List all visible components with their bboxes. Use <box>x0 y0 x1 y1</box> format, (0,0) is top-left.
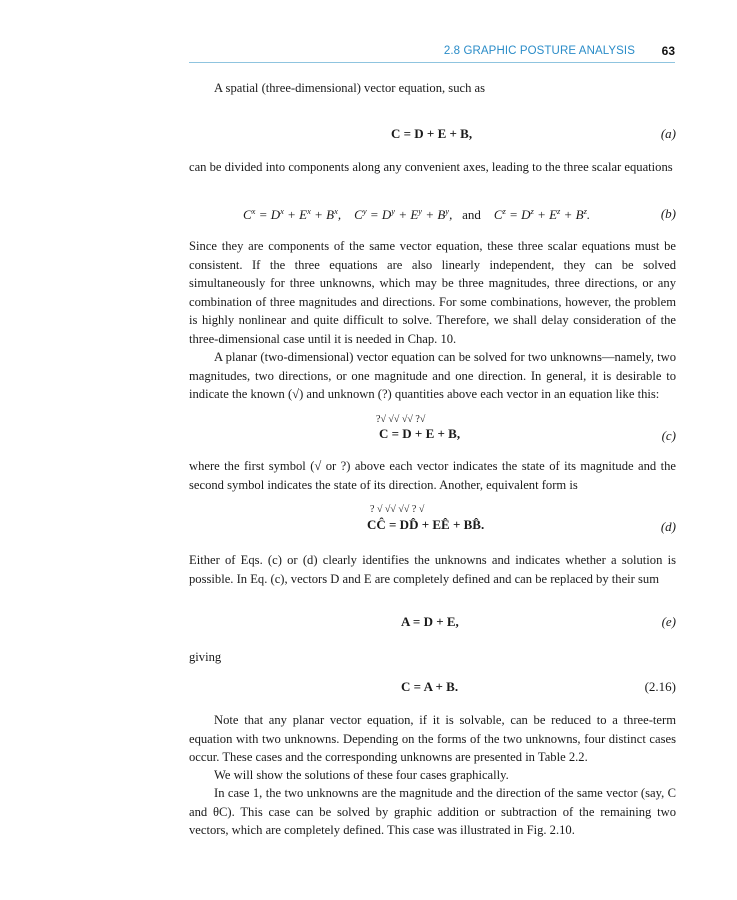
equation-b <box>189 206 676 228</box>
paragraph-intro: A spatial (three-dimensional) vector equation, such as <box>214 81 486 95</box>
equation-2-16-label: (2.16) <box>644 679 676 694</box>
section-title: 2.8 GRAPHIC POSTURE ANALYSIS <box>443 45 635 57</box>
equation-a-label: (a) <box>660 126 676 141</box>
equation-d-marks: ? √ √√ √√ ? √ <box>370 504 425 515</box>
equation-b-and: and <box>462 207 481 222</box>
page-number: 63 <box>661 44 675 58</box>
paragraph-case1: In case 1, the two unknowns are the magnitude and the direction of the same vector (say, C and θC). This case can be solved by graphic addition or subtraction of the remaining two vectors, which are completely defined. This case was illustrated in Fig. 2.10. <box>189 786 676 837</box>
equation-e-body: A = D + E, <box>401 614 459 629</box>
equation-d-body: CĈ = DD̂ + EÊ + BB̂. <box>367 517 485 532</box>
equation-2-16 <box>189 679 676 701</box>
equation-e-label: (e) <box>661 614 676 629</box>
paragraph-note: Note that any planar vector equation, if it is solvable, can be reduced to a three-term equation with two unknowns. Depending on the forms of the two unknowns, four distinct cases occur. These cases and the corresponding unknowns are presented in Table 2.2. <box>189 713 676 764</box>
equation-e <box>189 614 676 636</box>
paragraph-show: We will show the solutions of these four cases graphically. <box>214 768 509 782</box>
equation-d <box>189 504 676 538</box>
paragraph-consistency: Since they are components of the same vector equation, these three scalar equations must be consistent. If the three equations are also linearly independent, they can be solved simultaneously for three unknowns, which may be three magnitudes, three directions, or any combination of three magnitudes and directions. For some combinations, however, the problem is highly nonlinear and quite difficult to solve. Therefore, we shall delay consideration of the three-dimensional case until it is needed in Chap. 10. <box>189 239 676 346</box>
equation-c-label: (c) <box>661 428 676 443</box>
equation-c-marks: ?√ √√ √√ ?√ <box>376 414 426 425</box>
paragraph-symbols: where the first symbol (√ or ?) above each vector indicates the state of its magnitude and the second symbol indicates the state of its direction. Another, equivalent form is <box>189 459 676 492</box>
equation-a <box>189 126 676 148</box>
equation-b-label: (b) <box>660 206 676 221</box>
equation-a-body: C = D + E + B, <box>391 126 473 141</box>
paragraph-identify: Either of Eqs. (c) or (d) clearly identifies the unknowns and indicates whether a solution is possible. In Eq. (c), vectors D and E are completely defined and can be replaced by their sum <box>189 553 676 586</box>
paragraph-components: can be divided into components along any convenient axes, leading to the three scalar equations <box>189 160 673 174</box>
equation-c <box>189 414 676 448</box>
equation-c-body: C = D + E + B, <box>379 426 461 441</box>
running-header <box>189 44 675 63</box>
equation-2-16-body: C = A + B. <box>401 679 459 694</box>
paragraph-planar: A planar (two-dimensional) vector equation can be solved for two unknowns—namely, two magnitudes, two directions, or one magnitude and one direction. In general, it is desirable to indicate the known (√) and unknown (?) quantities above each vector in an equation like this: <box>189 350 676 401</box>
equation-b-body: $C^x = D^x + E^x + B^x$, $C^y = D^y + E^y + B^y$, and $C^z = D^z + E^z + B^z$. <box>243 206 591 222</box>
equation-d-label: (d) <box>660 519 676 534</box>
paragraph-giving: giving <box>189 650 222 664</box>
